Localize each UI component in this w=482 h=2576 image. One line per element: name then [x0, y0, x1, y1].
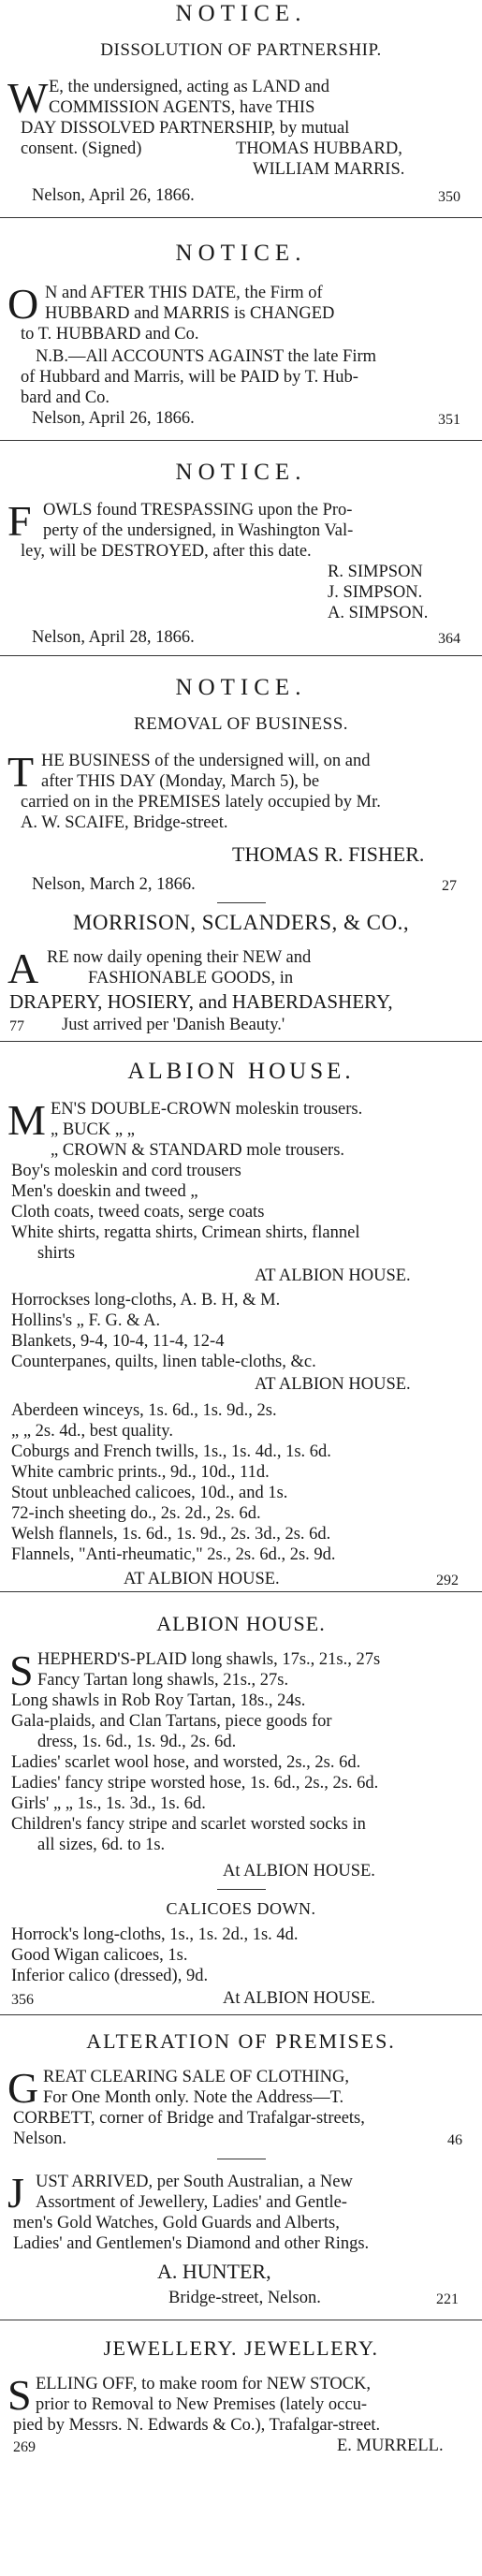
body-line: Coburgs and French twills, 1s., 1s. 4d., 1s. 6d.: [11, 1442, 331, 1461]
body-line: Ladies' scarlet wool hose, and worsted, 2s., 2s. 6d.: [11, 1753, 361, 1772]
divider: [0, 1591, 482, 1592]
body-line: after THIS DAY (Monday, March 5), be: [41, 772, 320, 791]
drop-cap: G: [7, 2064, 39, 2112]
body-line: Hollins's „ F. G. & A.: [11, 1311, 161, 1330]
signatory: A. HUNTER,: [157, 2260, 271, 2283]
notice-date: Nelson, April 26, 1866.: [32, 186, 195, 205]
body-line: perty of the undersigned, in Washington Val-: [43, 521, 354, 540]
body-line: N and AFTER THIS DATE, the Firm of: [45, 284, 323, 302]
drop-cap: S: [7, 2371, 32, 2419]
body-line: HE BUSINESS of the undersigned will, on and: [41, 752, 371, 770]
body-line: shirts: [37, 1244, 76, 1263]
ad-number: 77: [9, 1018, 24, 1034]
body-line: E, the undersigned, acting as LAND and: [49, 78, 330, 96]
body-line: Blankets, 9-4, 10-4, 11-4, 12-4: [11, 1332, 225, 1351]
body-line: dress, 1s. 6d., 1s. 9d., 2s. 6d.: [37, 1733, 237, 1751]
body-line: „ „ 2s. 4d., best quality.: [11, 1422, 173, 1441]
body-line: OWLS found TRESPASSING upon the Pro-: [43, 501, 353, 520]
body-line: Counterpanes, quilts, linen table-cloths, &c.: [11, 1353, 316, 1371]
body-line: Fancy Tartan long shawls, 21s., 27s.: [37, 1671, 289, 1690]
body-line: bard and Co.: [21, 388, 110, 407]
body-line: White cambric prints., 9d., 10d., 11d.: [11, 1463, 270, 1482]
body-line: HUBBARD and MARRIS is CHANGED: [45, 304, 335, 323]
body-line: Assortment of Jewellery, Ladies' and Gentle-: [36, 2193, 347, 2212]
body-line: Long shawls in Rob Roy Tartan, 18s., 24s.: [11, 1691, 306, 1710]
drop-cap: W: [7, 74, 49, 122]
body-line: Cloth coats, tweed coats, serge coats: [11, 1203, 265, 1222]
drop-cap: M: [7, 1096, 46, 1144]
body-line: Ladies' fancy stripe worsted hose, 1s. 6d., 2s., 2s. 6d.: [11, 1774, 379, 1793]
drop-cap: O: [7, 280, 39, 328]
divider: [0, 440, 482, 441]
body-line: UST ARRIVED, per South Australian, a New: [36, 2173, 353, 2191]
body-line: DRAPERY, HOSIERY, and HABERDASHERY,: [9, 990, 393, 1013]
store-heading: ALBION HOUSE.: [127, 1059, 355, 1084]
body-line: A. W. SCAIFE, Bridge-street.: [21, 813, 228, 832]
ad-number: 292: [436, 1573, 459, 1588]
notice-heading: NOTICE.: [175, 675, 307, 700]
divider: [0, 217, 482, 218]
body-line: Nelson.: [13, 2130, 67, 2148]
body-line: Boy's moleskin and cord trousers: [11, 1162, 241, 1180]
body-line: EN'S DOUBLE-CROWN moleskin trousers.: [51, 1100, 363, 1119]
section-subheading: CALICOES DOWN.: [166, 1899, 316, 1918]
notice-heading: NOTICE.: [175, 460, 307, 485]
signatory: WILLIAM MARRIS.: [253, 160, 405, 179]
body-line: ELLING OFF, to make room for NEW STOCK,: [36, 2375, 372, 2393]
body-line: RE now daily opening their NEW and: [47, 948, 312, 967]
drop-cap: T: [7, 748, 35, 796]
notice-date: Nelson, March 2, 1866.: [32, 875, 196, 894]
divider: [0, 1041, 482, 1042]
body-line: Aberdeen winceys, 1s. 6d., 1s. 9d., 2s.: [11, 1401, 277, 1420]
body-line: Horrockses long-cloths, A. B. H, & M.: [11, 1291, 281, 1310]
ad-number: 364: [438, 631, 460, 647]
body-line: Welsh flannels, 1s. 6d., 1s. 9d., 2s. 3d., 2s. 6d.: [11, 1525, 331, 1544]
body-line: to T. HUBBARD and Co.: [21, 325, 199, 344]
body-line: of Hubbard and Marris, will be PAID by T. Hub-: [21, 368, 358, 387]
body-line: carried on in the PREMISES lately occupied by Mr.: [21, 793, 381, 812]
short-divider: [217, 1889, 266, 1890]
body-line: Children's fancy stripe and scarlet worsted socks in: [11, 1815, 366, 1834]
drop-cap: F: [7, 497, 32, 545]
signatory: THOMAS HUBBARD,: [236, 139, 402, 158]
drop-cap: A: [7, 944, 39, 992]
signatory: R. SIMPSON: [328, 563, 423, 581]
notice-subheading: REMOVAL OF BUSINESS.: [133, 714, 349, 734]
ad-number: 351: [438, 412, 460, 428]
body-line: For One Month only. Note the Address—T.: [43, 2088, 344, 2107]
drop-cap: S: [9, 1647, 34, 1694]
body-line: COMMISSION AGENTS, have THIS: [49, 98, 315, 117]
signatory: J. SIMPSON.: [328, 583, 423, 602]
body-line: pied by Messrs. N. Edwards & Co.), Trafalgar-street.: [13, 2416, 381, 2435]
body-line: „ CROWN & STANDARD mole trousers.: [51, 1141, 345, 1160]
at-albion-house: At ALBION HOUSE.: [223, 1989, 375, 2008]
store-heading: ALBION HOUSE.: [156, 1612, 326, 1635]
ad-number: 356: [11, 1992, 34, 2008]
ad-heading: JEWELLERY. JEWELLERY.: [103, 2336, 379, 2360]
ad-heading: ALTERATION OF PREMISES.: [86, 2029, 396, 2053]
ad-number: 27: [442, 878, 457, 894]
ad-number: 269: [13, 2439, 36, 2455]
body-line: CORBETT, corner of Bridge and Trafalgar-streets,: [13, 2109, 365, 2128]
at-albion-house: AT ALBION HOUSE.: [124, 1570, 280, 1588]
body-line: Men's doeskin and tweed „: [11, 1182, 198, 1201]
address-line: Bridge-street, Nelson.: [168, 2289, 321, 2307]
body-line: White shirts, regatta shirts, Crimean shirts, flannel: [11, 1223, 360, 1242]
body-line: Just arrived per 'Danish Beauty.': [62, 1016, 285, 1034]
business-name: MORRISON, SCLANDERS, & CO.,: [72, 911, 410, 934]
body-line: 72-inch sheeting do., 2s. 2d., 2s. 6d.: [11, 1504, 261, 1523]
notice-heading: NOTICE.: [175, 241, 307, 266]
ad-number: 221: [436, 2291, 459, 2307]
body-line: Girls' „ „ 1s., 1s. 3d., 1s. 6d.: [11, 1794, 206, 1813]
body-line: Stout unbleached calicoes, 10d., and 1s.: [11, 1484, 288, 1502]
body-line: Gala-plaids, and Clan Tartans, piece goods for: [11, 1712, 332, 1731]
body-line: Inferior calico (dressed), 9d.: [11, 1967, 209, 1985]
ad-number: 350: [438, 189, 460, 205]
ad-number: 46: [447, 2132, 462, 2148]
body-line: Ladies' and Gentlemen's Diamond and other Rings.: [13, 2234, 370, 2253]
signatory: E. MURRELL.: [337, 2437, 444, 2455]
body-line: ley, will be DESTROYED, after this date.: [21, 542, 312, 561]
at-albion-house: At ALBION HOUSE.: [223, 1862, 375, 1881]
body-line: Horrock's long-cloths, 1s., 1s. 2d., 1s. 4d.: [11, 1925, 299, 1944]
signatory: THOMAS R. FISHER.: [232, 842, 425, 866]
body-line: prior to Removal to New Premises (lately occu-: [36, 2395, 367, 2414]
short-divider: [217, 902, 266, 903]
divider: [0, 2014, 482, 2015]
body-line: Flannels, "Anti-rheumatic," 2s., 2s. 6d., 2s. 9d.: [11, 1545, 336, 1564]
drop-cap: J: [7, 2169, 24, 2217]
body-line: „ BUCK „ „: [51, 1120, 135, 1139]
signatory: A. SIMPSON.: [328, 604, 429, 622]
body-line: consent. (Signed): [21, 139, 142, 158]
at-albion-house: AT ALBION HOUSE.: [255, 1266, 411, 1285]
body-line: Good Wigan calicoes, 1s.: [11, 1946, 188, 1965]
body-line: DAY DISSOLVED PARTNERSHIP, by mutual: [21, 119, 350, 138]
divider: [0, 655, 482, 656]
body-line: N.B.—All ACCOUNTS AGAINST the late Firm: [36, 347, 377, 366]
notice-date: Nelson, April 28, 1866.: [32, 628, 195, 647]
notice-heading: NOTICE.: [175, 1, 307, 26]
body-line: REAT CLEARING SALE OF CLOTHING,: [43, 2068, 350, 2086]
body-line: HEPHERD'S-PLAID long shawls, 17s., 21s., 27s: [37, 1650, 381, 1669]
body-line: FASHIONABLE GOODS, in: [88, 969, 294, 988]
at-albion-house: AT ALBION HOUSE.: [255, 1375, 411, 1394]
notice-date: Nelson, April 26, 1866.: [32, 409, 195, 428]
notice-subheading: DISSOLUTION OF PARTNERSHIP.: [100, 40, 382, 60]
body-line: all sizes, 6d. to 1s.: [37, 1836, 166, 1854]
body-line: men's Gold Watches, Gold Guards and Alberts,: [13, 2214, 340, 2232]
